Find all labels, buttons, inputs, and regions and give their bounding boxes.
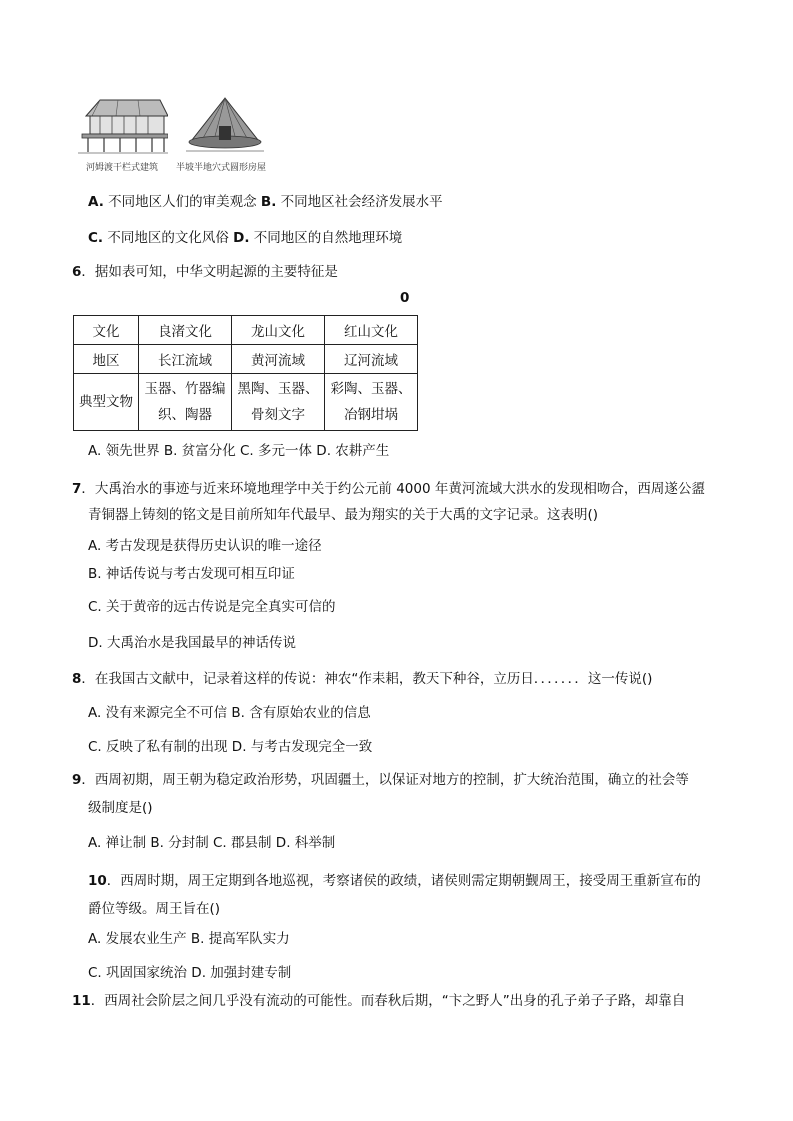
figure-caption-right: 半坡半地穴式圆形房屋	[176, 163, 267, 173]
q9-options: A. 禅让制 B. 分封制 C. 郡县制 D. 科举制	[88, 835, 336, 851]
table-cell: 黄河流域	[232, 345, 325, 374]
figure-caption-left: 河姆渡干栏式建筑	[86, 163, 159, 173]
culture-table	[73, 315, 418, 431]
table-cell: 长江流域	[139, 345, 232, 374]
q8-stem: 8．在我国古文献中，记录着这样的传说：神农“作耒耜，教天下种谷，立历日．．．．．．．这一传说()	[72, 671, 653, 687]
q9-stem-line-2: 级制度是()	[88, 800, 153, 816]
q7-option-b: B. 神话传说与考古发现可相互印证	[88, 566, 295, 582]
table-cell: 地区	[74, 345, 139, 374]
q10-stem-line-2: 爵位等级。周王旨在()	[88, 901, 221, 917]
q10-stem-line-1: 10．西周时期，周王定期到各地巡视，考察诸侯的政绩，诸侯则需定期朝觐周王，接受周王重新宣布的	[88, 873, 701, 889]
q7-option-d: D. 大禹治水是我国最早的神话传说	[88, 635, 296, 651]
table-cell: 龙山文化	[232, 316, 325, 345]
table-cell: 辽河流域	[325, 345, 418, 374]
table-row	[74, 374, 418, 431]
table-cell: 黑陶、玉器、骨刻文字	[232, 374, 325, 431]
q6-mark: 0	[400, 290, 410, 306]
q10-options-cd: C. 巩固国家统治 D. 加强封建专制	[88, 965, 292, 981]
q5-options-cd: C. 不同地区的文化风俗 D. 不同地区的自然地理环境	[88, 230, 403, 246]
round-house-illustration	[186, 96, 264, 158]
table-cell: 良渚文化	[139, 316, 232, 345]
q8-options-ab: A. 没有来源完全不可信 B. 含有原始农业的信息	[88, 705, 371, 721]
stilt-house-illustration	[78, 96, 168, 158]
q7-option-c: C. 关于黄帝的远古传说是完全真实可信的	[88, 599, 336, 615]
q7-stem-line-1: 7．大禹治水的事迹与近来环境地理学中关于约公元前 4000 年黄河流域大洪水的发现相吻合，西周遂公盨	[72, 481, 705, 497]
q8-options-cd: C. 反映了私有制的出现 D. 与考古发现完全一致	[88, 739, 373, 755]
table-cell: 红山文化	[325, 316, 418, 345]
table-cell: 文化	[74, 316, 139, 345]
table-row	[74, 345, 418, 374]
table-cell: 玉器、竹器编织、陶器	[139, 374, 232, 431]
q5-options-ab: A. 不同地区人们的审美观念 B. 不同地区社会经济发展水平	[88, 194, 443, 210]
q6-options: A. 领先世界 B. 贫富分化 C. 多元一体 D. 农耕产生	[88, 443, 390, 459]
q10-options-ab: A. 发展农业生产 B. 提高军队实力	[88, 931, 290, 947]
table-cell: 彩陶、玉器、冶钢坩埚	[325, 374, 418, 431]
table-cell: 典型文物	[74, 374, 139, 431]
q7-option-a: A. 考古发现是获得历史认识的唯一途径	[88, 538, 322, 554]
table-header-row	[74, 316, 418, 345]
q7-stem-line-2: 青铜器上铸刻的铭文是目前所知年代最早、最为翔实的关于大禹的文字记录。这表明()	[88, 507, 599, 523]
q6-stem: 6．据如表可知，中华文明起源的主要特征是	[72, 264, 338, 280]
q11-stem-line-1: 11．西周社会阶层之间几乎没有流动的可能性。而春秋后期，“卞之野人”出身的孔子弟子子路，却靠自	[72, 993, 686, 1009]
q9-stem-line-1: 9．西周初期，周王朝为稳定政治形势，巩固疆土，以保证对地方的控制，扩大统治范围，确立的社会等	[72, 772, 689, 788]
